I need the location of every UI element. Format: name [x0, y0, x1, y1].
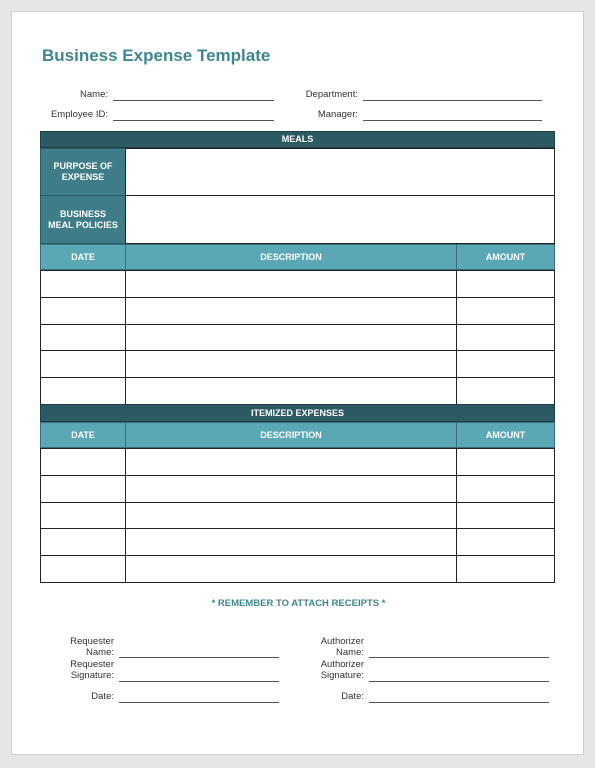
itemized-description-cell[interactable]	[125, 555, 457, 583]
itemized-amount-cell[interactable]	[456, 475, 555, 503]
itemized-amount-cell[interactable]	[456, 555, 555, 583]
itemized-description-header: DESCRIPTION	[125, 422, 457, 448]
meals-amount-cell[interactable]	[456, 297, 555, 325]
name-label: Name:	[80, 89, 108, 100]
itemized-date-cell[interactable]	[40, 448, 126, 476]
meals-description-cell[interactable]	[125, 324, 457, 352]
requester-signature-label-line1: Requester	[70, 659, 114, 670]
purpose-label-line1: PURPOSE OF	[53, 161, 113, 171]
document-page	[11, 11, 584, 755]
manager-label: Manager:	[317, 109, 358, 120]
purpose-header	[40, 148, 126, 196]
authorizer-signature-field[interactable]	[369, 681, 549, 682]
employee-id-field[interactable]	[113, 120, 274, 121]
itemized-section-title: ITEMIZED EXPENSES	[40, 404, 555, 422]
itemized-description-cell[interactable]	[125, 448, 457, 476]
itemized-amount-cell[interactable]	[456, 448, 555, 476]
meals-amount-cell[interactable]	[456, 324, 555, 352]
authorizer-name-label-line2: Name:	[336, 647, 364, 658]
policies-label-line1: BUSINESS	[59, 208, 106, 219]
requester-date-field[interactable]	[119, 702, 279, 703]
meals-date-cell[interactable]	[40, 377, 126, 405]
authorizer-signature-label	[302, 659, 364, 681]
meals-date-cell[interactable]	[40, 297, 126, 325]
requester-signature-field[interactable]	[119, 681, 279, 682]
attach-receipts-note: * REMEMBER TO ATTACH RECEIPTS *	[211, 598, 386, 609]
meals-section-title: MEALS	[40, 131, 555, 148]
requester-signature-label-line2: Signature:	[70, 670, 114, 681]
meals-amount-cell[interactable]	[456, 270, 555, 298]
purpose-label-line2: EXPENSE	[61, 172, 105, 182]
authorizer-signature-label-line1: Authorizer	[320, 659, 364, 670]
meals-description-header: DESCRIPTION	[125, 244, 457, 270]
itemized-amount-cell[interactable]	[456, 502, 555, 530]
requester-name-label-line2: Name:	[86, 647, 114, 658]
department-field[interactable]	[363, 100, 542, 101]
authorizer-signature-label-line2: Signature:	[320, 670, 364, 681]
itemized-date-header: DATE	[40, 422, 126, 448]
meals-date-cell[interactable]	[40, 324, 126, 352]
meals-amount-header: AMOUNT	[456, 244, 555, 270]
meals-date-cell[interactable]	[40, 270, 126, 298]
itemized-date-cell[interactable]	[40, 475, 126, 503]
authorizer-date-field[interactable]	[369, 702, 549, 703]
meals-date-cell[interactable]	[40, 350, 126, 378]
policies-input[interactable]	[125, 195, 555, 244]
manager-field[interactable]	[363, 120, 542, 121]
meals-description-cell[interactable]	[125, 350, 457, 378]
employee-id-label: Employee ID:	[50, 109, 108, 120]
itemized-date-cell[interactable]	[40, 555, 126, 583]
itemized-description-cell[interactable]	[125, 528, 457, 556]
policies-label-line2: MEAL POLICIES	[48, 219, 118, 230]
authorizer-date-label: Date:	[341, 691, 364, 702]
authorizer-name-label-line1: Authorizer	[320, 636, 364, 647]
requester-name-field[interactable]	[119, 657, 279, 658]
requester-name-label-line1: Requester	[70, 636, 114, 647]
policies-header	[40, 195, 126, 244]
itemized-amount-cell[interactable]	[456, 528, 555, 556]
page-title: Business Expense Template	[42, 46, 271, 65]
itemized-description-cell[interactable]	[125, 502, 457, 530]
department-label: Department:	[305, 89, 358, 100]
meals-description-cell[interactable]	[125, 270, 457, 298]
requester-date-label: Date:	[91, 691, 114, 702]
authorizer-name-label	[302, 636, 364, 658]
itemized-description-cell[interactable]	[125, 475, 457, 503]
itemized-date-cell[interactable]	[40, 528, 126, 556]
name-field[interactable]	[113, 100, 274, 101]
purpose-input[interactable]	[125, 148, 555, 196]
itemized-amount-header: AMOUNT	[456, 422, 555, 448]
meals-date-header: DATE	[40, 244, 126, 270]
itemized-date-cell[interactable]	[40, 502, 126, 530]
meals-amount-cell[interactable]	[456, 377, 555, 405]
authorizer-name-field[interactable]	[369, 657, 549, 658]
requester-name-label	[52, 636, 114, 658]
meals-description-cell[interactable]	[125, 297, 457, 325]
meals-description-cell[interactable]	[125, 377, 457, 405]
meals-amount-cell[interactable]	[456, 350, 555, 378]
requester-signature-label	[52, 659, 114, 681]
